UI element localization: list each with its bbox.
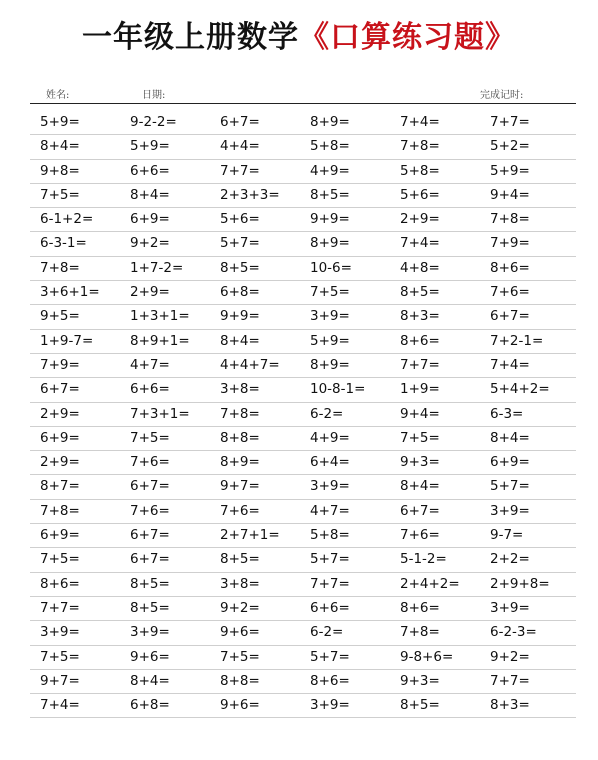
problem-cell: 7+8= [400, 138, 440, 155]
problem-cell: 4+7= [310, 502, 350, 519]
problem-cell: 9+7= [40, 672, 80, 689]
problem-cell: 5+7= [220, 235, 260, 252]
problem-cell: 4+4+7= [220, 356, 280, 373]
problem-row [30, 670, 576, 694]
problem-cell: 3+8= [220, 381, 260, 398]
time-label: 完成记时: [480, 90, 524, 101]
header-divider [30, 103, 576, 104]
title-highlight: 《口算练习题》 [299, 20, 516, 55]
problem-cell: 3+9= [130, 624, 170, 641]
problem-cell: 4+9= [310, 162, 350, 179]
problem-cell: 8+5= [400, 284, 440, 301]
problem-cell: 4+8= [400, 259, 440, 276]
problem-cell: 6+6= [310, 599, 350, 616]
problem-cell: 7+5= [220, 648, 260, 665]
problem-row [30, 451, 576, 475]
problem-cell: 1+9= [400, 381, 440, 398]
problem-cell: 7+7= [490, 114, 530, 130]
problem-cell: 2+9= [130, 284, 170, 301]
problem-cell: 5+8= [400, 162, 440, 179]
problem-cell: 1+9-7= [40, 332, 94, 349]
problem-row [30, 548, 576, 572]
problem-cell: 4+4= [220, 138, 260, 155]
problem-cell: 7+5= [400, 429, 440, 446]
problem-cell: 9+2= [220, 599, 260, 616]
problem-cell: 6+7= [130, 527, 170, 544]
problem-row [30, 621, 576, 645]
problem-cell: 1+3+1= [130, 308, 190, 325]
problem-row [30, 524, 576, 548]
problem-cell: 7+4= [400, 114, 440, 130]
problem-row [30, 475, 576, 499]
problem-row [30, 378, 576, 402]
problem-cell: 7+8= [40, 259, 80, 276]
problem-cell: 9+6= [220, 697, 260, 714]
problem-cell: 8+9+1= [130, 332, 190, 349]
problem-cell: 5+8= [310, 527, 350, 544]
problem-grid [30, 111, 576, 718]
problem-cell: 7+6= [400, 527, 440, 544]
problem-cell: 7+6= [130, 502, 170, 519]
problem-cell: 8+6= [310, 672, 350, 689]
problem-cell: 6+6= [130, 381, 170, 398]
problem-cell: 5+7= [310, 648, 350, 665]
problem-cell: 3+9= [490, 599, 530, 616]
problem-cell: 2+9= [40, 454, 80, 471]
problem-cell: 8+9= [310, 235, 350, 252]
problem-row [30, 232, 576, 256]
problem-cell: 6+4= [310, 454, 350, 471]
problem-row [30, 597, 576, 621]
problem-cell: 10-8-1= [310, 381, 366, 398]
date-label: 日期: [142, 90, 166, 101]
problem-cell: 6-2= [310, 405, 344, 422]
info-row [30, 86, 576, 102]
problem-cell: 8+6= [400, 599, 440, 616]
problem-cell: 8+5= [400, 697, 440, 714]
problem-cell: 9+9= [310, 211, 350, 228]
problem-cell: 1+7-2= [130, 259, 184, 276]
problem-cell: 7+3+1= [130, 405, 190, 422]
problem-row [30, 354, 576, 378]
problem-row [30, 208, 576, 232]
problem-cell: 8+6= [400, 332, 440, 349]
problem-row [30, 500, 576, 524]
problem-cell: 5+9= [310, 332, 350, 349]
problem-cell: 7+4= [400, 235, 440, 252]
problem-cell: 9+8= [40, 162, 80, 179]
problem-cell: 7+9= [40, 356, 80, 373]
problem-row [30, 330, 576, 354]
problem-cell: 9-8+6= [400, 648, 454, 665]
problem-cell: 7+9= [490, 235, 530, 252]
problem-cell: 6+9= [40, 429, 80, 446]
problem-cell: 3+9= [490, 502, 530, 519]
problem-cell: 7+5= [40, 551, 80, 568]
problem-cell: 5+9= [40, 114, 80, 130]
problem-cell: 7+7= [220, 162, 260, 179]
problem-cell: 6+7= [400, 502, 440, 519]
problem-cell: 8+8= [220, 429, 260, 446]
problem-cell: 2+4+2= [400, 575, 460, 592]
problem-cell: 3+9= [310, 697, 350, 714]
problem-cell: 9+7= [220, 478, 260, 495]
problem-row [30, 427, 576, 451]
problem-cell: 3+8= [220, 575, 260, 592]
problem-cell: 7+6= [130, 454, 170, 471]
problem-cell: 9+6= [220, 624, 260, 641]
problem-cell: 9+6= [130, 648, 170, 665]
problem-cell: 5+2= [490, 138, 530, 155]
problem-cell: 6+7= [130, 478, 170, 495]
problem-cell: 8+3= [490, 697, 530, 714]
problem-cell: 3+9= [310, 308, 350, 325]
problem-cell: 8+4= [40, 138, 80, 155]
problem-cell: 8+9= [220, 454, 260, 471]
problem-cell: 9+4= [400, 405, 440, 422]
problem-cell: 6-3-1= [40, 235, 87, 252]
problem-cell: 2+3+3= [220, 186, 280, 203]
problem-cell: 2+9= [400, 211, 440, 228]
title-prefix: 一年级上册数学 [82, 20, 299, 55]
name-label: 姓名: [46, 90, 70, 101]
problem-cell: 4+7= [130, 356, 170, 373]
problem-cell: 8+4= [220, 332, 260, 349]
problem-cell: 8+5= [130, 599, 170, 616]
problem-cell: 5+9= [130, 138, 170, 155]
problem-cell: 5+4+2= [490, 381, 550, 398]
problem-cell: 7+6= [490, 284, 530, 301]
problem-cell: 9+3= [400, 454, 440, 471]
problem-cell: 6-2-3= [490, 624, 537, 641]
problem-cell: 3+9= [310, 478, 350, 495]
problem-cell: 7+6= [220, 502, 260, 519]
problem-cell: 7+8= [40, 502, 80, 519]
problem-cell: 7+5= [310, 284, 350, 301]
problem-cell: 6+8= [130, 697, 170, 714]
problem-cell: 7+5= [40, 186, 80, 203]
problem-cell: 6-2= [310, 624, 344, 641]
problem-cell: 7+4= [490, 356, 530, 373]
problem-cell: 6+9= [490, 454, 530, 471]
page-title [0, 10, 598, 66]
problem-cell: 6+7= [490, 308, 530, 325]
problem-cell: 8+4= [130, 672, 170, 689]
problem-row [30, 257, 576, 281]
problem-cell: 8+8= [220, 672, 260, 689]
problem-cell: 7+8= [400, 624, 440, 641]
problem-cell: 8+4= [490, 429, 530, 446]
problem-cell: 7+7= [40, 599, 80, 616]
problem-cell: 8+5= [220, 259, 260, 276]
problem-cell: 7+5= [40, 648, 80, 665]
problem-cell: 6+6= [130, 162, 170, 179]
problem-cell: 9+5= [40, 308, 80, 325]
problem-cell: 9+9= [220, 308, 260, 325]
problem-cell: 8+4= [400, 478, 440, 495]
problem-cell: 8+5= [220, 551, 260, 568]
problem-cell: 9-2-2= [130, 114, 177, 130]
problem-row [30, 281, 576, 305]
problem-cell: 6-3= [490, 405, 524, 422]
problem-cell: 6+7= [130, 551, 170, 568]
problem-cell: 5+8= [310, 138, 350, 155]
problem-row [30, 694, 576, 718]
problem-cell: 6+9= [40, 527, 80, 544]
problem-cell: 5+6= [400, 186, 440, 203]
problem-row [30, 160, 576, 184]
problem-cell: 7+7= [310, 575, 350, 592]
problem-cell: 8+9= [310, 114, 350, 130]
problem-cell: 5-1-2= [400, 551, 447, 568]
problem-cell: 9+4= [490, 186, 530, 203]
problem-cell: 7+8= [220, 405, 260, 422]
problem-cell: 6+8= [220, 284, 260, 301]
problem-cell: 9+3= [400, 672, 440, 689]
problem-cell: 10-6= [310, 259, 352, 276]
problem-cell: 7+7= [490, 672, 530, 689]
problem-row [30, 573, 576, 597]
problem-row [30, 646, 576, 670]
problem-cell: 7+5= [130, 429, 170, 446]
problem-cell: 7+8= [490, 211, 530, 228]
problem-cell: 4+9= [310, 429, 350, 446]
problem-cell: 8+6= [490, 259, 530, 276]
problem-cell: 9-7= [490, 527, 524, 544]
problem-cell: 8+6= [40, 575, 80, 592]
problem-cell: 9+2= [490, 648, 530, 665]
problem-cell: 5+7= [490, 478, 530, 495]
problem-cell: 2+2= [490, 551, 530, 568]
problem-row [30, 111, 576, 135]
problem-cell: 3+6+1= [40, 284, 100, 301]
problem-row [30, 184, 576, 208]
problem-cell: 5+9= [490, 162, 530, 179]
problem-cell: 2+7+1= [220, 527, 280, 544]
problem-cell: 7+7= [400, 356, 440, 373]
problem-cell: 7+2-1= [490, 332, 544, 349]
problem-cell: 8+5= [130, 575, 170, 592]
problem-cell: 8+3= [400, 308, 440, 325]
problem-cell: 3+9= [40, 624, 80, 641]
problem-row [30, 305, 576, 329]
problem-cell: 5+7= [310, 551, 350, 568]
problem-cell: 6-1+2= [40, 211, 94, 228]
problem-cell: 7+4= [40, 697, 80, 714]
problem-cell: 8+9= [310, 356, 350, 373]
problem-cell: 5+6= [220, 211, 260, 228]
problem-row [30, 135, 576, 159]
problem-cell: 2+9= [40, 405, 80, 422]
problem-cell: 8+5= [310, 186, 350, 203]
problem-cell: 6+7= [220, 114, 260, 130]
problem-cell: 8+7= [40, 478, 80, 495]
problem-cell: 2+9+8= [490, 575, 550, 592]
problem-row [30, 403, 576, 427]
problem-cell: 6+9= [130, 211, 170, 228]
problem-cell: 6+7= [40, 381, 80, 398]
problem-cell: 9+2= [130, 235, 170, 252]
problem-cell: 8+4= [130, 186, 170, 203]
